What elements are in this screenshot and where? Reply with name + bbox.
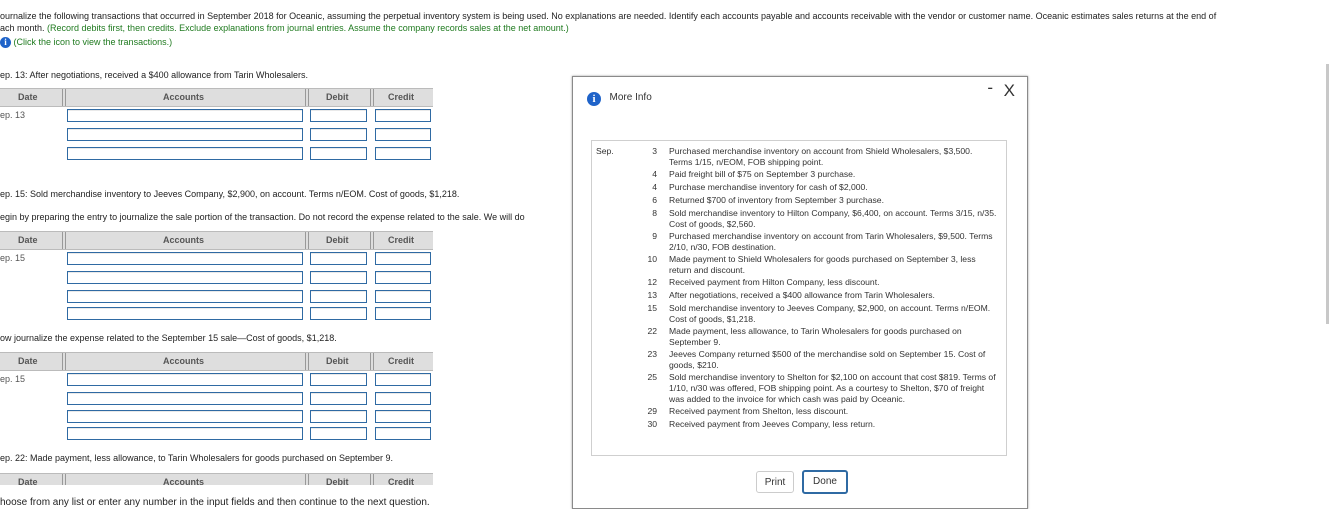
debit-input[interactable]	[310, 410, 367, 423]
header-credit: Credit	[388, 477, 415, 485]
more-info-dialog	[572, 76, 1028, 509]
print-button[interactable]: Print	[756, 471, 794, 493]
entry-date: ep. 15	[0, 253, 26, 263]
transaction-text: Made payment, less allowance, to Tarin Wholesalers for goods purchased on September 9.	[669, 326, 962, 347]
table-header	[0, 352, 433, 371]
journal-table-sep22	[0, 473, 433, 485]
instructions-line-2	[0, 23, 569, 33]
section-cogs-title: ow journalize the expense related to the September 15 sale—Cost of goods, $1,218.	[0, 333, 337, 343]
debit-input[interactable]	[310, 427, 367, 440]
transaction-day: 13	[647, 290, 657, 300]
transaction-day: 15	[647, 302, 657, 313]
transaction-text: Sold merchandise inventory to Jeeves Company, $2,900, on account. Terms n/EOM. Cost of goods, $1,218.	[669, 302, 991, 324]
account-input[interactable]	[67, 252, 303, 265]
transaction-day: 4	[652, 182, 657, 192]
section-sep22-title: ep. 22: Made payment, less allowance, to Tarin Wholesalers for goods purchased on September 9.	[0, 453, 394, 463]
minimize-icon[interactable]: -	[987, 78, 993, 97]
transaction-month: Sep.	[596, 146, 614, 156]
credit-input[interactable]	[375, 128, 431, 141]
click-icon-row[interactable]	[0, 37, 172, 48]
click-icon-text[interactable]: (Click the icon to view the transactions.)	[13, 37, 173, 47]
journal-table-sep15-sale	[0, 231, 433, 321]
transaction-day: 29	[647, 406, 657, 416]
close-icon[interactable]: X	[1003, 81, 1015, 100]
debit-input[interactable]	[310, 373, 367, 386]
dialog-header	[587, 92, 652, 106]
transaction-text: Received payment from Jeeves Company, less return.	[669, 418, 876, 429]
transaction-day: 9	[652, 230, 657, 241]
transaction-text: Purchased merchandise inventory on account from Tarin Wholesalers, $9,500. Terms 2/10, n/30, FOB destination.	[669, 230, 993, 252]
transaction-day: 10	[647, 254, 657, 264]
account-input[interactable]	[67, 427, 303, 440]
journal-table-sep15-cogs	[0, 352, 433, 442]
header-credit: Credit	[388, 356, 415, 366]
header-debit: Debit	[326, 477, 349, 485]
debit-input[interactable]	[310, 252, 367, 265]
credit-input[interactable]	[375, 392, 431, 405]
transaction-day: 3	[652, 146, 657, 156]
section-sep13-title: ep. 13: After negotiations, received a $400 allowance from Tarin Wholesalers.	[0, 70, 309, 80]
account-input[interactable]	[67, 147, 303, 160]
header-accounts: Accounts	[163, 477, 205, 485]
debit-input[interactable]	[310, 290, 367, 303]
header-debit: Debit	[326, 92, 349, 102]
transaction-text: Sold merchandise inventory to Shelton for $2,100 on account that cost $819. Terms of 1/10, n/30 was offered, FOB shipping point. As a courtesy to Shelton, $70 of freight was added to the invoice for which cash was paid by Oceanic.	[669, 372, 996, 405]
credit-input[interactable]	[375, 427, 431, 440]
credit-input[interactable]	[375, 307, 431, 320]
credit-input[interactable]	[375, 373, 431, 386]
transaction-text: Jeeves Company returned $500 of the merchandise sold on September 15. Cost of goods, $210.	[669, 349, 986, 371]
section-sep15-subtitle: egin by preparing the entry to journalize the sale portion of the transaction. Do not record the expense related to the sale. We will do	[0, 212, 525, 222]
transaction-day: 22	[647, 326, 657, 336]
transaction-day: 25	[647, 372, 657, 383]
header-date: Date	[18, 356, 38, 366]
transaction-text: Purchased merchandise inventory on account from Shield Wholesalers, $3,500. Terms 1/15, n/EOM, FOB shipping point.	[669, 146, 973, 167]
transaction-day: 23	[647, 349, 657, 360]
instructions-line-1: ournalize the following transactions that occurred in September 2018 for Oceanic, assuming the perpetual inventory system is being used. No explanations are needed. Identify each accounts payable and accounts receivable with the vendor or customer name. Oceanic estimates sales returns at the end of	[0, 11, 1217, 21]
table-header	[0, 473, 433, 485]
account-input[interactable]	[67, 290, 303, 303]
table-header	[0, 88, 433, 107]
account-input[interactable]	[67, 373, 303, 386]
transaction-day: 30	[647, 418, 657, 429]
account-input[interactable]	[67, 109, 303, 122]
debit-input[interactable]	[310, 128, 367, 141]
header-accounts: Accounts	[163, 92, 205, 102]
transaction-text: Made payment to Shield Wholesalers for goods purchased on September 3, less return and discount.	[669, 254, 976, 275]
header-date: Date	[18, 92, 38, 102]
credit-input[interactable]	[375, 290, 431, 303]
instructions-line-2-start: ach month.	[0, 23, 48, 33]
credit-input[interactable]	[375, 147, 431, 160]
account-input[interactable]	[67, 307, 303, 320]
header-credit: Credit	[388, 235, 415, 245]
header-debit: Debit	[326, 235, 349, 245]
account-input[interactable]	[67, 128, 303, 141]
section-sep15-title: ep. 15: Sold merchandise inventory to Jeeves Company, $2,900, on account. Terms n/EOM. Cost of goods, $1,218.	[0, 189, 460, 199]
transaction-text: Returned $700 of inventory from September 3 purchase.	[669, 194, 884, 205]
transaction-text: Purchase merchandise inventory for cash of $2,000.	[669, 182, 868, 192]
info-icon: i	[587, 92, 601, 106]
done-button[interactable]: Done	[802, 470, 848, 494]
debit-input[interactable]	[310, 307, 367, 320]
info-icon[interactable]: i	[0, 37, 11, 48]
page-scrollbar[interactable]	[1326, 64, 1329, 324]
account-input[interactable]	[67, 271, 303, 284]
header-debit: Debit	[326, 356, 349, 366]
header-accounts: Accounts	[163, 235, 205, 245]
credit-input[interactable]	[375, 109, 431, 122]
transaction-day: 6	[652, 194, 657, 205]
transaction-day: 8	[652, 207, 657, 218]
footer-instruction: hoose from any list or enter any number in the input fields and then continue to the next question.	[0, 497, 430, 508]
dialog-title: More Info	[609, 92, 652, 103]
debit-input[interactable]	[310, 271, 367, 284]
credit-input[interactable]	[375, 271, 431, 284]
credit-input[interactable]	[375, 252, 431, 265]
transaction-text: Paid freight bill of $75 on September 3 purchase.	[669, 169, 856, 180]
journal-table-sep13	[0, 88, 433, 163]
transaction-text: Received payment from Hilton Company, less discount.	[669, 277, 880, 288]
credit-input[interactable]	[375, 410, 431, 423]
table-header	[0, 231, 433, 250]
record-instructions: (Record debits first, then credits. Exclude explanations from journal entries. Assume the company records sales at the net amount.)	[47, 23, 569, 33]
transaction-day: 4	[652, 169, 657, 180]
transaction-day: 12	[647, 277, 657, 288]
header-accounts: Accounts	[163, 356, 205, 366]
debit-input[interactable]	[310, 147, 367, 160]
transaction-text: Received payment from Shelton, less discount.	[669, 406, 849, 416]
entry-date: ep. 13	[0, 110, 26, 120]
transaction-text: Sold merchandise inventory to Hilton Company, $6,400, on account. Terms 3/15, n/35. Cost of goods, $2,560.	[669, 207, 997, 229]
transactions-box	[591, 140, 1007, 456]
account-input[interactable]	[67, 392, 303, 405]
header-date: Date	[18, 477, 38, 485]
debit-input[interactable]	[310, 109, 367, 122]
account-input[interactable]	[67, 410, 303, 423]
header-date: Date	[18, 235, 38, 245]
entry-date: ep. 15	[0, 374, 26, 384]
header-credit: Credit	[388, 92, 415, 102]
transaction-text: After negotiations, received a $400 allowance from Tarin Wholesalers.	[669, 290, 935, 300]
debit-input[interactable]	[310, 392, 367, 405]
